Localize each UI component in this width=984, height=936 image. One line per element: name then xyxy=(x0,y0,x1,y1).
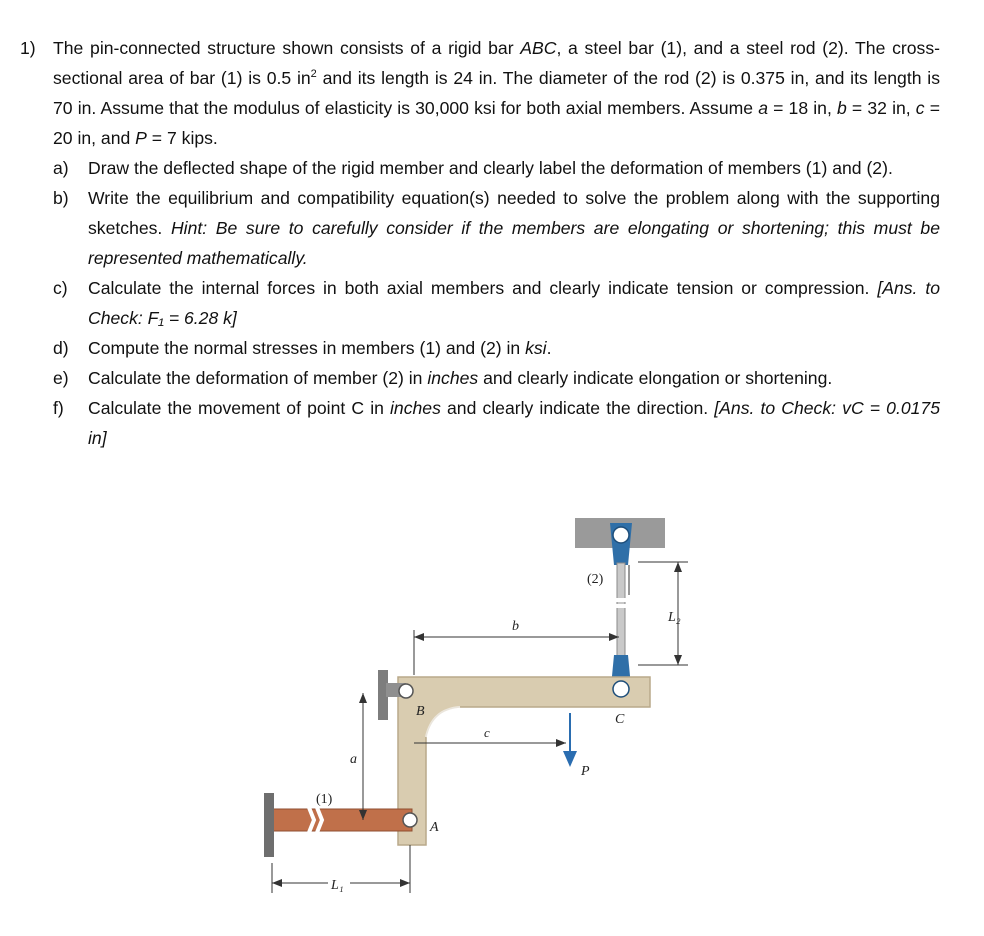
label-c: c xyxy=(484,725,490,740)
label-b: b xyxy=(512,619,519,634)
part-c: c) Calculate the internal forces in both axial members and clearly indicate tension or compression. [Ans. to Check: F₁ = 6.28 k] xyxy=(53,278,940,328)
part-f-check: [Ans. to Check: vC = 0.0175 in] xyxy=(88,398,940,448)
problem-number: 1) xyxy=(20,38,36,58)
structure-diagram xyxy=(250,505,720,915)
bar-1 xyxy=(272,809,412,831)
part-b-hint: Hint: Be sure to carefully consider if the members are elongating or shortening; this must be represented mathematically. xyxy=(88,218,940,268)
problem-statement xyxy=(20,33,940,153)
part-f: f) Calculate the movement of point C in inches and clearly indicate the direction. [Ans. to Check: vC = 0.0175 in] xyxy=(53,398,940,448)
left-wall-support xyxy=(264,793,274,857)
part-b: b) Write the equilibrium and compatibility equation(s) needed to solve the problem along with the supporting sketches. Hint: Be sure to carefully consider if the members are elongating or shortening; this must be represented mathematically. xyxy=(53,188,940,268)
part-d: d) Compute the normal stresses in members (1) and (2) in ksi. xyxy=(53,338,552,358)
problem-intro: The pin-connected structure shown consists of a rigid bar ABC, a steel bar (1), and a steel rod (2). The cross-sectional area of bar (1) is 0.5 $in^2$ and its length is 24 in. The diameter of the rod (2) is 0.375 in, and its length is 70 in. Assume that the modulus of elasticity is 30,000 ksi for both axial members. Assume a = 18 in, b = 32 in, c = 20 in, and P = 7 kips. xyxy=(53,38,941,148)
label-P: P xyxy=(581,764,590,779)
problem-parts xyxy=(53,153,940,453)
part-a: a) Draw the deflected shape of the rigid member and clearly label the deformation of members (1) and (2). xyxy=(53,158,893,178)
part-e: e) Calculate the deformation of member (2) in inches and clearly indicate elongation or shortening. xyxy=(53,368,833,388)
label-L2: L₂ xyxy=(668,610,681,625)
label-A: A xyxy=(430,820,439,835)
label-a: a xyxy=(350,752,357,767)
pin-c xyxy=(613,681,629,697)
label-C: C xyxy=(615,712,625,727)
problem-1 xyxy=(20,33,940,453)
label-L1: L₁ xyxy=(331,878,344,893)
label-member-2: (2) xyxy=(587,572,604,587)
label-B: B xyxy=(416,704,425,719)
pin-b xyxy=(399,684,413,698)
top-pin xyxy=(613,527,629,543)
structure-figure xyxy=(250,505,720,915)
pin-a xyxy=(403,813,417,827)
label-member-1: (1) xyxy=(316,792,333,807)
part-c-check: [Ans. to Check: F₁ = 6.28 k] xyxy=(88,278,940,328)
